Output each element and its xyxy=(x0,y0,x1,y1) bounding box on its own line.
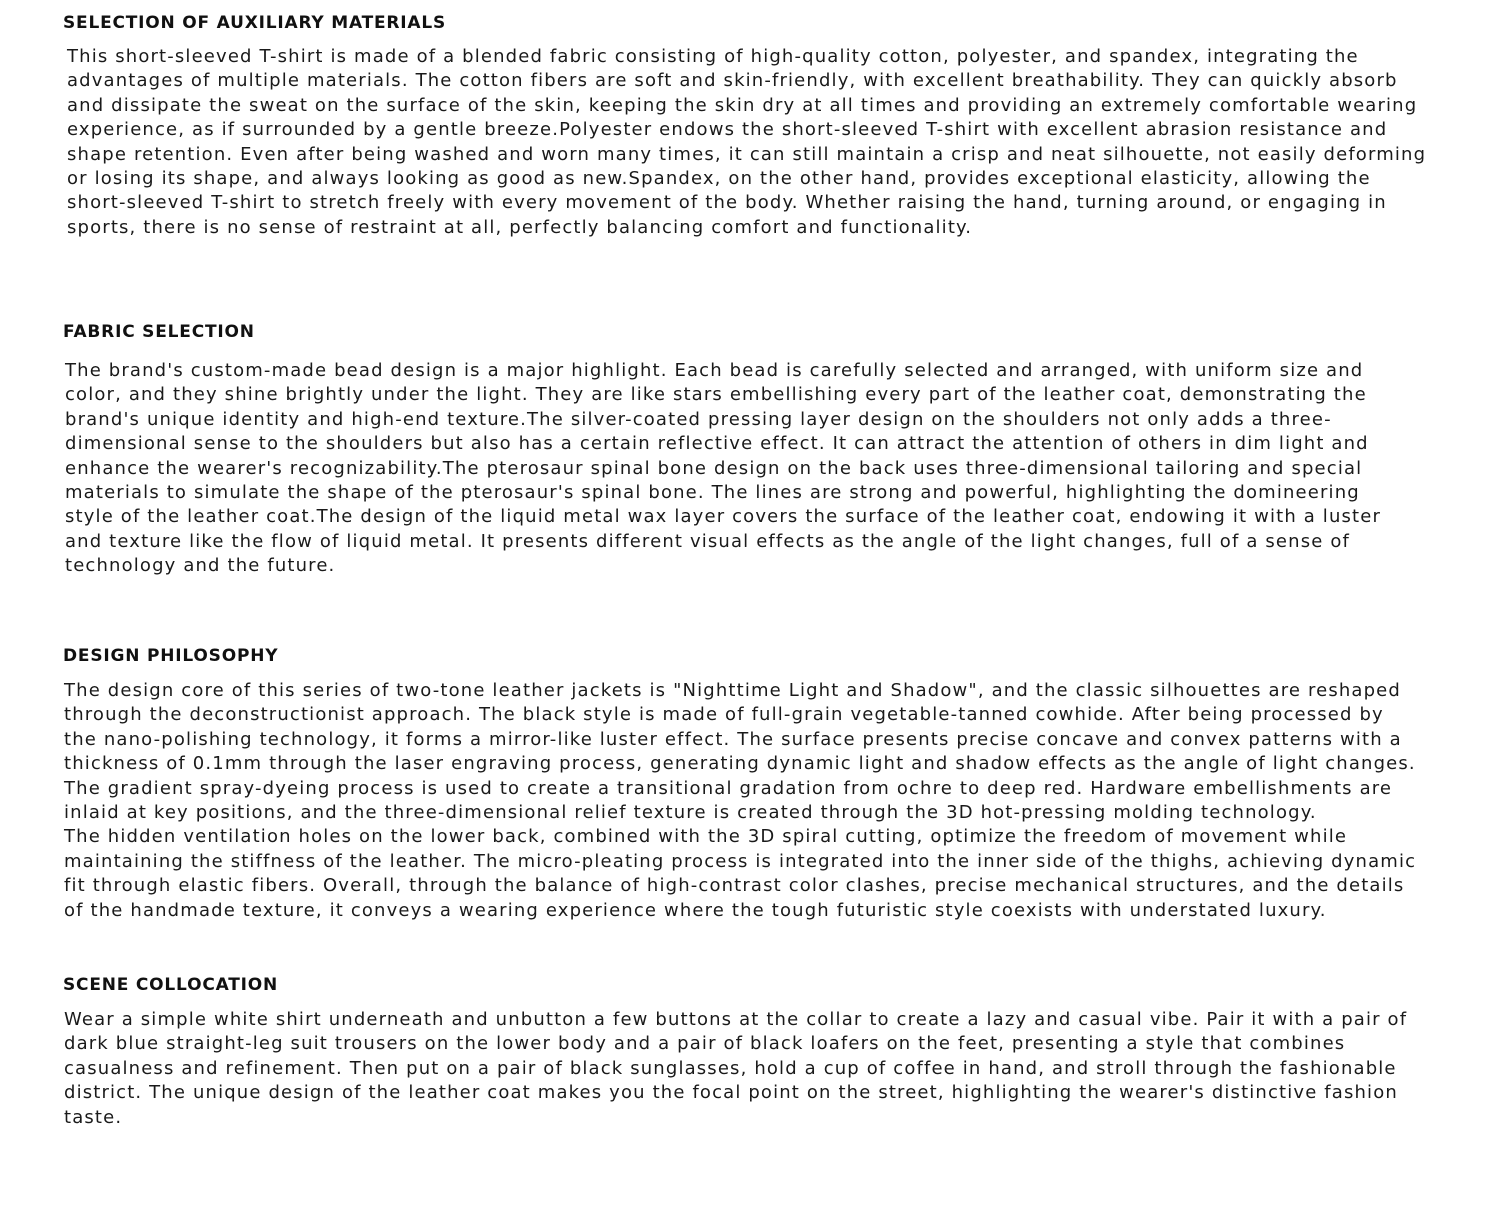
section-body xyxy=(67,45,1426,240)
text-line: brand's unique identity and high-end texture.The silver-coated pressing layer design on the shoulders not only adds a three- xyxy=(65,408,1332,430)
text-line: thickness of 0.1mm through the laser engraving process, generating dynamic light and shadow effects as the angle of light changes. xyxy=(64,753,1416,775)
text-line: advantages of multiple materials. The cotton fibers are soft and skin-friendly, with excellent breathability. They can quickly absorb xyxy=(67,70,1398,92)
text-line: materials to simulate the shape of the pterosaur's spinal bone. The lines are strong and powerful, highlighting the domineering xyxy=(65,482,1360,504)
text-line: district. The unique design of the leather coat makes you the focal point on the street, highlighting the wearer's distinctive fashion xyxy=(64,1082,1398,1104)
text-line: and dissipate the sweat on the surface of the skin, keeping the skin dry at all times and providing an extremely comfortable wearing xyxy=(67,94,1418,116)
text-line: shape retention. Even after being washed and worn many times, it can still maintain a crisp and neat silhouette, not easily deforming xyxy=(67,143,1427,165)
text-line: and texture like the flow of liquid metal. It presents different visual effects as the angle of the light changes, full of a sense of xyxy=(65,530,1350,552)
text-line: fit through elastic fibers. Overall, through the balance of high-contrast color clashes, precise mechanical structures, and the details xyxy=(64,875,1405,897)
text-line: The gradient spray-dyeing process is used to create a transitional gradation from ochre to deep red. Hardware embellishments are xyxy=(64,777,1393,799)
section-heading: FABRIC SELECTION xyxy=(63,322,255,342)
section-body xyxy=(64,679,1416,923)
text-line: The brand's custom-made bead design is a major highlight. Each bead is carefully selected and arranged, with uniform size and xyxy=(65,360,1364,381)
text-line: sports, there is no sense of restraint at all, perfectly balancing comfort and functionality. xyxy=(67,216,973,238)
text-line: or losing its shape, and always looking as good as new.Spandex, on the other hand, provides exceptional elasticity, allowing the xyxy=(67,168,1371,190)
text-line: taste. xyxy=(64,1106,123,1128)
section-body xyxy=(64,1008,1407,1130)
text-line: style of the leather coat.The design of the liquid metal wax layer covers the surface of the leather coat, endowing it with a luster xyxy=(65,506,1382,528)
text-line: the nano-polishing technology, it forms a mirror-like luster effect. The surface presents precise concave and convex patterns with a xyxy=(64,728,1402,750)
section-heading: SELECTION OF AUXILIARY MATERIALS xyxy=(63,13,447,33)
text-line: enhance the wearer's recognizability.The pterosaur spinal bone design on the back uses three-dimensional tailoring and special xyxy=(65,457,1363,479)
section-heading: SCENE COLLOCATION xyxy=(63,975,279,995)
text-line: technology and the future. xyxy=(65,555,336,577)
text-line: dark blue straight-leg suit trousers on the lower body and a pair of black loafers on the feet, presenting a style that combines xyxy=(64,1033,1346,1055)
text-line: This short-sleeved T-shirt is made of a blended fabric consisting of high-quality cotton, polyester, and spandex, integrating the xyxy=(67,46,1359,67)
text-line: through the deconstructionist approach. The black style is made of full-grain vegetable-tanned cowhide. After being processed by xyxy=(64,704,1384,726)
text-line: maintaining the stiffness of the leather. The micro-pleating process is integrated into the inner side of the thighs, achieving dynamic xyxy=(64,850,1417,872)
text-line: color, and they shine brightly under the light. They are like stars embellishing every part of the leather coat, demonstrating the xyxy=(65,384,1367,406)
section-heading: DESIGN PHILOSOPHY xyxy=(63,646,279,666)
text-line: inlaid at key positions, and the three-dimensional relief texture is created through the 3D hot-pressing molding technology. xyxy=(64,802,1317,824)
text-line: short-sleeved T-shirt to stretch freely with every movement of the body. Whether raising the hand, turning around, or engaging in xyxy=(67,192,1387,214)
text-line: Wear a simple white shirt underneath and unbutton a few buttons at the collar to create a lazy and casual vibe. Pair it with a pair of xyxy=(64,1009,1408,1030)
text-line: casualness and refinement. Then put on a pair of black sunglasses, hold a cup of coffee in hand, and stroll through the fashionable xyxy=(64,1057,1397,1079)
text-line: The hidden ventilation holes on the lower back, combined with the 3D spiral cutting, optimize the freedom of movement while xyxy=(64,826,1348,848)
text-line: dimensional sense to the shoulders but also has a certain reflective effect. It can attract the attention of others in dim light and xyxy=(65,433,1369,455)
text-line: The design core of this series of two-tone leather jackets is "Nighttime Light and Shadow", and the classic silhouettes are reshaped xyxy=(64,680,1401,701)
text-line: experience, as if surrounded by a gentle breeze.Polyester endows the short-sleeved T-shirt with excellent abrasion resistance and xyxy=(67,119,1388,141)
text-line: of the handmade texture, it conveys a wearing experience where the tough futuristic style coexists with understated luxury. xyxy=(64,899,1327,921)
section-body xyxy=(65,359,1381,579)
